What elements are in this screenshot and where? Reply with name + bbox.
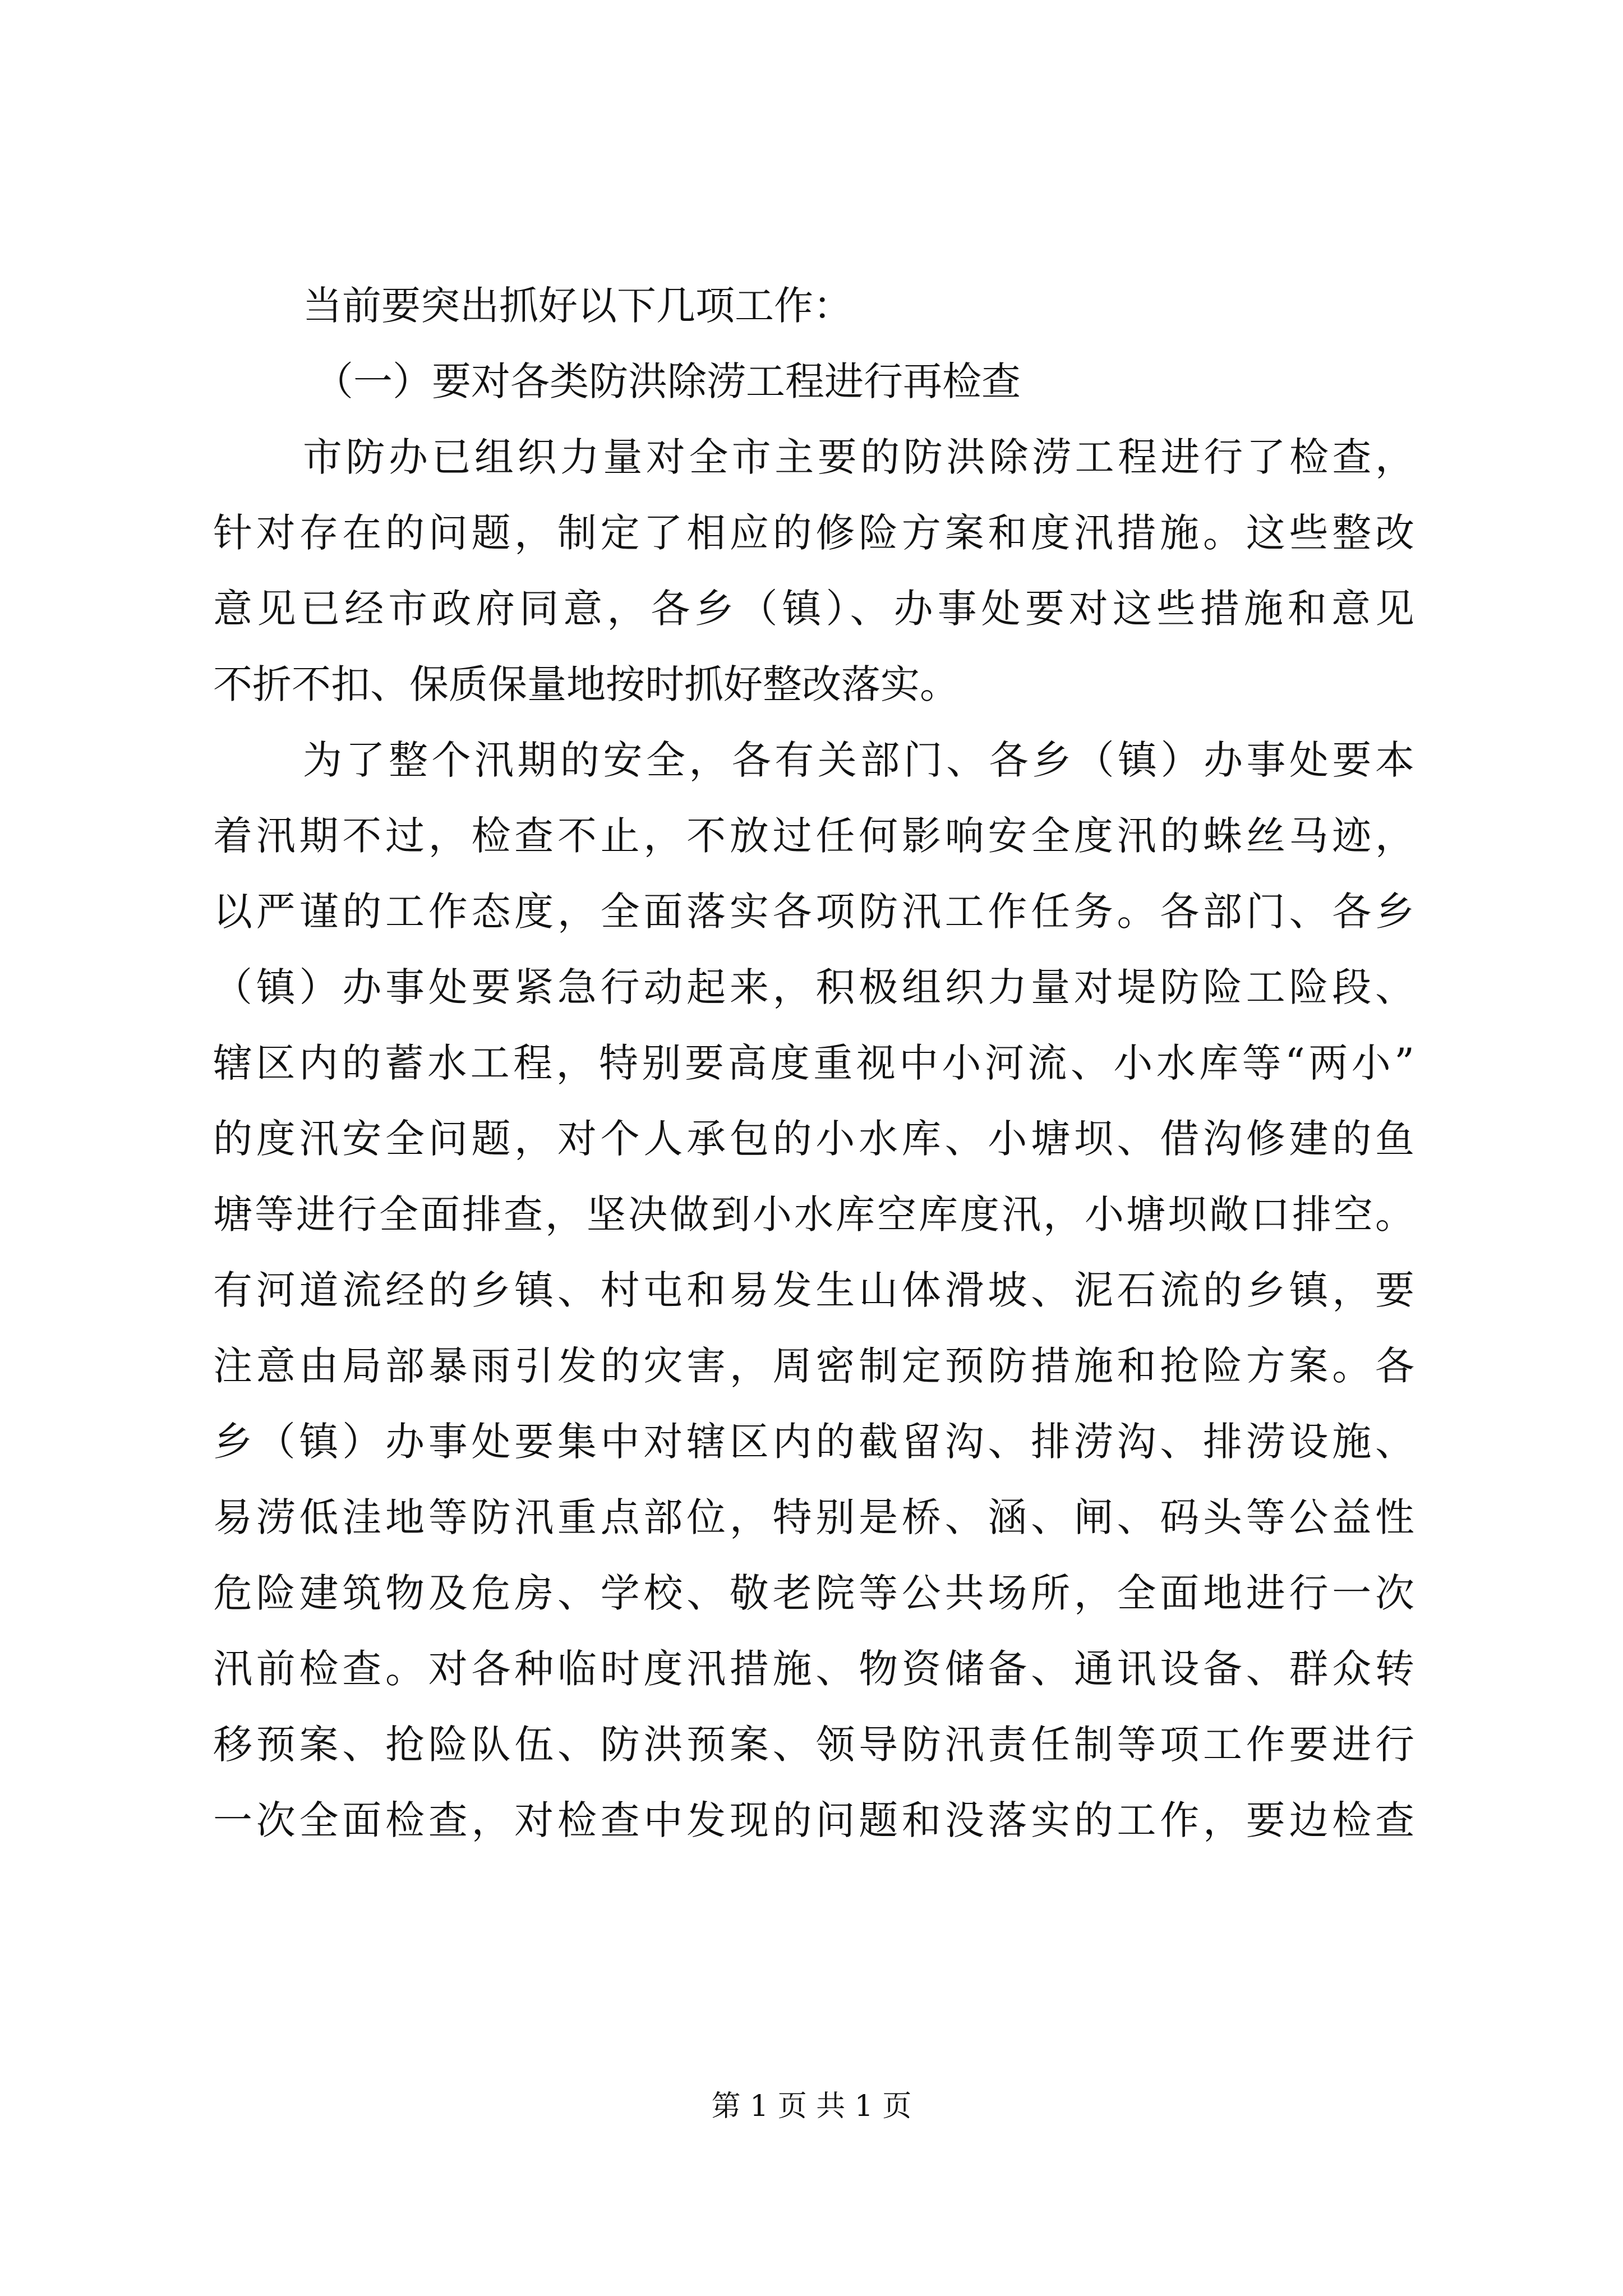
paragraph-2-line-4: （镇）办事处要紧急行动起来，积极组织力量对堤防险工险段、 — [213, 964, 1414, 1010]
paragraph-2-line-3: 以严谨的工作态度，全面落实各项防汛工作任务。各部门、各乡 — [213, 889, 1414, 935]
paragraph-2-line-5: 辖区内的蓄水工程，特别要高度重视中小河流、小水库等“两小” — [213, 1040, 1414, 1086]
paragraph-2-line-9: 注意由局部暴雨引发的灾害，周密制定预防措施和抢险方案。各 — [213, 1343, 1414, 1389]
paragraph-1-line-3: 意见已经市政府同意，各乡（镇）、办事处要对这些措施和意见 — [213, 586, 1414, 632]
paragraph-2-line-7: 塘等进行全面排查，坚决做到小水库空库度汛，小塘坝敞口排空。 — [213, 1191, 1414, 1237]
paragraph-2-line-13: 汛前检查。对各种临时度汛措施、物资储备、通讯设备、群众转 — [213, 1646, 1414, 1692]
paragraph-2-line-1: 为了整个汛期的安全，各有关部门、各乡（镇）办事处要本 — [303, 737, 1414, 783]
paragraph-2-line-12: 危险建筑物及危房、学校、敬老院等公共场所，全面地进行一次 — [213, 1570, 1414, 1616]
page-footer: 第 1 页 共 1 页 — [711, 2090, 912, 2123]
section-heading: （一）要对各类防洪除涝工程进行再检查 — [314, 358, 1021, 404]
paragraph-2-line-14: 移预案、抢险队伍、防洪预案、领导防汛责任制等项工作要进行 — [213, 1722, 1414, 1768]
paragraph-2-line-15: 一次全面检查，对检查中发现的问题和没落实的工作，要边检查 — [213, 1797, 1414, 1843]
paragraph-2-line-2: 着汛期不过，检查不止，不放过任何影响安全度汛的蛛丝马迹， — [213, 813, 1414, 859]
paragraph-2-line-6: 的度汛安全问题，对个人承包的小水库、小塘坝、借沟修建的鱼 — [213, 1116, 1414, 1162]
intro-line: 当前要突出抓好以下几项工作： — [303, 283, 852, 329]
paragraph-2-line-10: 乡（镇）办事处要集中对辖区内的截留沟、排涝沟、排涝设施、 — [213, 1419, 1414, 1465]
paragraph-2-line-11: 易涝低洼地等防汛重点部位，特别是桥、涵、闸、码头等公益性 — [213, 1494, 1414, 1540]
paragraph-1-line-1: 市防办已组织力量对全市主要的防洪除涝工程进行了检查， — [303, 434, 1414, 480]
paragraph-1-line-2: 针对存在的问题，制定了相应的修险方案和度汛措施。这些整改 — [213, 510, 1414, 556]
paragraph-1-line-4: 不折不扣、保质保量地按时抓好整改落实。 — [213, 661, 959, 707]
paragraph-2-line-8: 有河道流经的乡镇、村屯和易发生山体滑坡、泥石流的乡镇，要 — [213, 1267, 1414, 1313]
